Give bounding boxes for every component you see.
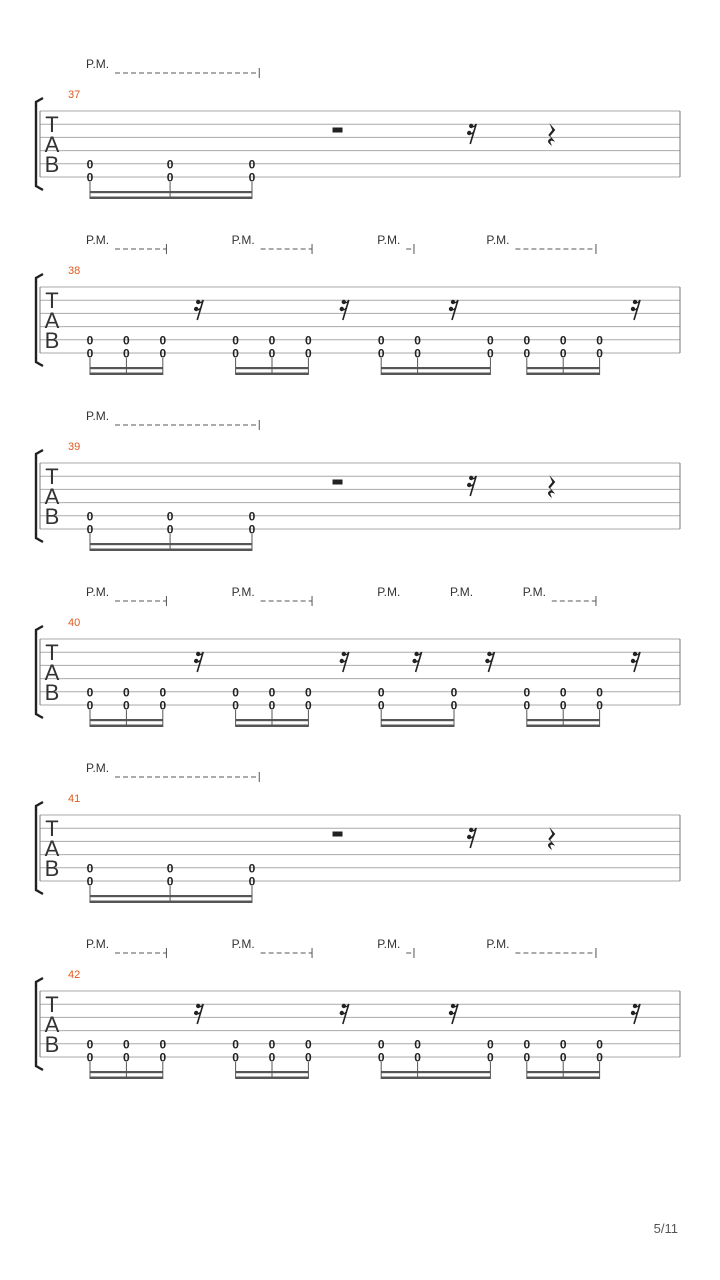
palm-mute-label: P.M. — [522, 585, 546, 599]
tab-clef-letter: B — [44, 680, 60, 705]
fret-number: 0 — [377, 346, 385, 361]
palm-mute-label: P.M. — [377, 585, 401, 599]
fret-number: 0 — [523, 685, 531, 700]
tab-clef-letter: T — [45, 640, 59, 665]
fret-number: 0 — [232, 698, 239, 713]
beam — [527, 719, 600, 721]
page-number: 5/11 — [653, 1221, 678, 1236]
fret-number: 0 — [450, 698, 458, 713]
fret-number: 0 — [268, 346, 276, 361]
fret-number: 0 — [377, 333, 385, 348]
tab-clef-letter: T — [45, 464, 59, 489]
fret-number: 0 — [523, 346, 531, 361]
sixteenth-rest — [449, 1004, 458, 1024]
fret-number: 0 — [487, 1050, 494, 1065]
palm-mute-label: P.M. — [231, 585, 255, 599]
fret-number: 0 — [377, 698, 385, 713]
fret-number: 0 — [248, 170, 256, 185]
fret-number: 0 — [86, 874, 94, 889]
fret-number: 0 — [166, 509, 174, 524]
fret-number: 0 — [596, 1037, 603, 1052]
fret-number: 0 — [159, 333, 167, 348]
palm-mute-label: P.M. — [86, 57, 110, 71]
palm-mute-label: P.M. — [231, 937, 255, 951]
beam — [381, 719, 454, 721]
tab-system — [36, 761, 680, 903]
tab-clef-letter: T — [45, 816, 59, 841]
fret-number: 0 — [86, 157, 94, 172]
fret-number: 0 — [166, 170, 174, 185]
fret-number: 0 — [166, 522, 174, 537]
fret-number: 0 — [123, 333, 130, 348]
palm-mute-label: P.M. — [377, 937, 401, 951]
beam-secondary — [381, 373, 490, 376]
fret-number: 0 — [559, 1037, 567, 1052]
fret-number: 0 — [268, 333, 276, 348]
fret-number: 0 — [414, 1050, 421, 1065]
palm-mute-label: P.M. — [86, 233, 110, 247]
sixteenth-rest — [194, 300, 203, 320]
tab-clef-letter: B — [44, 1032, 60, 1057]
fret-number: 0 — [86, 861, 94, 876]
sixteenth-rest — [449, 300, 458, 320]
palm-mute-label: P.M. — [86, 409, 110, 423]
beam-secondary — [236, 725, 309, 728]
fret-number: 0 — [596, 346, 603, 361]
palm-mute-label: P.M. — [486, 937, 510, 951]
tab-clef-letter: A — [44, 1012, 60, 1037]
fret-number: 0 — [487, 333, 494, 348]
fret-number: 0 — [596, 698, 603, 713]
fret-number: 0 — [86, 509, 94, 524]
fret-number: 0 — [305, 685, 312, 700]
sixteenth-rest — [485, 652, 494, 672]
palm-mute-label: P.M. — [86, 761, 110, 775]
fret-number: 0 — [248, 509, 256, 524]
fret-number: 0 — [487, 346, 494, 361]
fret-number: 0 — [123, 1050, 130, 1065]
fret-number: 0 — [159, 1037, 167, 1052]
sixteenth-rest — [467, 476, 476, 496]
sixteenth-rest — [340, 652, 349, 672]
beam — [90, 367, 163, 369]
fret-number: 0 — [232, 333, 239, 348]
beam — [90, 895, 252, 897]
tab-clef-letter: T — [45, 992, 59, 1017]
tab-clef-letter: T — [45, 288, 59, 313]
beam-secondary — [236, 373, 309, 376]
sixteenth-rest — [467, 828, 476, 848]
beam — [90, 1071, 163, 1073]
tab-clef-letter: T — [45, 112, 59, 137]
fret-number: 0 — [523, 1050, 531, 1065]
fret-number: 0 — [159, 1050, 167, 1065]
beam — [381, 1071, 490, 1073]
fret-number: 0 — [232, 346, 239, 361]
beam-secondary — [527, 725, 600, 728]
fret-number: 0 — [166, 861, 174, 876]
beam-secondary — [381, 725, 454, 728]
sixteenth-rest — [631, 1004, 640, 1024]
fret-number: 0 — [523, 698, 531, 713]
tab-clef-letter: A — [44, 660, 60, 685]
palm-mute-label: P.M. — [231, 233, 255, 247]
fret-number: 0 — [123, 685, 130, 700]
beam-secondary — [381, 1077, 490, 1080]
beam — [381, 367, 490, 369]
beam-secondary — [90, 373, 163, 376]
sixteenth-rest — [467, 124, 476, 144]
fret-number: 0 — [86, 522, 94, 537]
palm-mute-label: P.M. — [377, 233, 401, 247]
quarter-rest — [548, 475, 555, 498]
fret-number: 0 — [305, 333, 312, 348]
fret-number: 0 — [166, 874, 174, 889]
sixteenth-rest — [340, 1004, 349, 1024]
beam-secondary — [90, 197, 252, 200]
beam — [527, 1071, 600, 1073]
fret-number: 0 — [596, 685, 603, 700]
tab-system — [36, 409, 680, 551]
tab-clef-letter: B — [44, 504, 60, 529]
fret-number: 0 — [166, 157, 174, 172]
fret-number: 0 — [377, 1037, 385, 1052]
tab-clef-letter: A — [44, 836, 60, 861]
fret-number: 0 — [414, 333, 421, 348]
fret-number: 0 — [559, 685, 567, 700]
fret-number: 0 — [377, 1050, 385, 1065]
fret-number: 0 — [268, 1050, 276, 1065]
beam-secondary — [90, 1077, 163, 1080]
sixteenth-rest — [194, 652, 203, 672]
fret-number: 0 — [86, 1050, 94, 1065]
fret-number: 0 — [248, 157, 256, 172]
quarter-rest — [548, 123, 555, 146]
beam-secondary — [527, 373, 600, 376]
beam-secondary — [527, 1077, 600, 1080]
beam — [527, 367, 600, 369]
sixteenth-rest — [631, 300, 640, 320]
fret-number: 0 — [523, 1037, 531, 1052]
bar-number: 39 — [68, 441, 81, 453]
beam — [90, 543, 252, 545]
fret-number: 0 — [305, 1037, 312, 1052]
beam-secondary — [236, 1077, 309, 1080]
fret-number: 0 — [305, 346, 312, 361]
fret-number: 0 — [232, 1050, 239, 1065]
beam-secondary — [90, 725, 163, 728]
fret-number: 0 — [523, 333, 531, 348]
fret-number: 0 — [414, 346, 421, 361]
fret-number: 0 — [559, 1050, 567, 1065]
tab-system — [36, 585, 680, 727]
tab-clef-letter: B — [44, 152, 60, 177]
half-rest — [333, 832, 343, 837]
palm-mute-label: P.M. — [486, 233, 510, 247]
beam-secondary — [90, 901, 252, 904]
beam — [90, 191, 252, 193]
bar-number: 37 — [68, 89, 81, 101]
beam-secondary — [90, 549, 252, 552]
tab-system — [36, 233, 680, 375]
fret-number: 0 — [86, 170, 94, 185]
fret-number: 0 — [159, 346, 167, 361]
fret-number: 0 — [268, 685, 276, 700]
fret-number: 0 — [559, 333, 567, 348]
fret-number: 0 — [123, 1037, 130, 1052]
bar-number: 38 — [68, 265, 81, 277]
fret-number: 0 — [268, 1037, 276, 1052]
palm-mute-label: P.M. — [450, 585, 474, 599]
fret-number: 0 — [248, 861, 256, 876]
fret-number: 0 — [305, 1050, 312, 1065]
beam — [236, 367, 309, 369]
fret-number: 0 — [596, 1050, 603, 1065]
fret-number: 0 — [86, 1037, 94, 1052]
half-rest — [333, 480, 343, 485]
fret-number: 0 — [248, 874, 256, 889]
fret-number: 0 — [86, 333, 94, 348]
fret-number: 0 — [232, 685, 239, 700]
bar-number: 41 — [68, 793, 81, 805]
tab-system — [36, 937, 680, 1079]
fret-number: 0 — [86, 346, 94, 361]
tab-clef-letter: A — [44, 308, 60, 333]
sixteenth-rest — [412, 652, 421, 672]
tab-clef-letter: A — [44, 132, 60, 157]
fret-number: 0 — [86, 698, 94, 713]
fret-number: 0 — [123, 698, 130, 713]
fret-number: 0 — [305, 698, 312, 713]
palm-mute-label: P.M. — [86, 937, 110, 951]
fret-number: 0 — [248, 522, 256, 537]
sixteenth-rest — [340, 300, 349, 320]
tab-clef-letter: B — [44, 856, 60, 881]
fret-number: 0 — [159, 685, 167, 700]
fret-number: 0 — [450, 685, 458, 700]
fret-number: 0 — [377, 685, 385, 700]
beam — [236, 1071, 309, 1073]
bar-number: 40 — [68, 617, 81, 629]
beam — [236, 719, 309, 721]
fret-number: 0 — [414, 1037, 421, 1052]
beam — [90, 719, 163, 721]
palm-mute-label: P.M. — [86, 585, 110, 599]
fret-number: 0 — [559, 698, 567, 713]
fret-number: 0 — [596, 333, 603, 348]
fret-number: 0 — [232, 1037, 239, 1052]
sixteenth-rest — [194, 1004, 203, 1024]
tab-system — [36, 57, 680, 199]
fret-number: 0 — [159, 698, 167, 713]
quarter-rest — [548, 827, 555, 850]
tab-clef-letter: B — [44, 328, 60, 353]
fret-number: 0 — [86, 685, 94, 700]
half-rest — [333, 128, 343, 133]
fret-number: 0 — [268, 698, 276, 713]
bar-number: 42 — [68, 969, 81, 981]
sixteenth-rest — [631, 652, 640, 672]
tab-clef-letter: A — [44, 484, 60, 509]
fret-number: 0 — [559, 346, 567, 361]
fret-number: 0 — [123, 346, 130, 361]
fret-number: 0 — [487, 1037, 494, 1052]
